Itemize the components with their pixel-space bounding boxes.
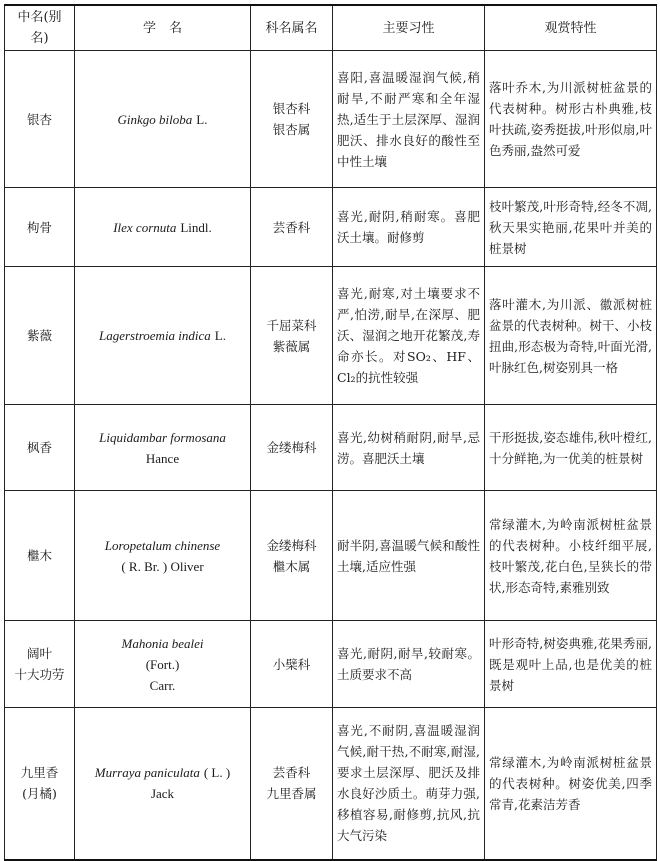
author-name: L. (196, 111, 208, 127)
habit-cell: 耐半阴,喜温暖气候和酸性土壤,适应性强 (333, 491, 485, 621)
table-row (5, 491, 657, 621)
scientific-name: Murraya paniculata (94, 765, 200, 781)
plant-table-wrapper (4, 4, 656, 861)
family-name: 金缕梅科 (266, 537, 317, 553)
author-name: L. (214, 328, 226, 343)
common-name-alias: (月橘) (22, 786, 57, 802)
header-ornamental: 观赏特性 (485, 5, 657, 51)
author-name: (Fort.) (145, 656, 180, 672)
genus-name: 银杏属 (272, 122, 311, 137)
ornamental-cell: 叶形奇特,树姿典雅,花果秀丽,既是观叶上品,也是优美的桩景树 (485, 621, 657, 708)
common-name-cell (5, 708, 75, 860)
habit-cell: 喜光,耐寒,对土壤要求不严,怕涝,耐旱,在深厚、肥沃、湿润之地开花繁茂,寿命亦长。对SO₂、HF、Cl₂的抗性较强 (333, 267, 485, 405)
family-cell (251, 621, 333, 708)
header-habits: 主要习性 (333, 5, 485, 51)
table-row (5, 188, 657, 267)
scientific-name-cell (75, 491, 251, 621)
ornamental-cell: 落叶乔木,为川派树桩盆景的代表树种。树形古朴典雅,枝叶扶疏,姿秀挺拔,叶形似扇,叶色秀丽,盎然可爱 (485, 51, 657, 188)
genus-name: 檵木属 (272, 558, 311, 574)
family-name: 芸香科 (272, 219, 311, 235)
genus-name: 九里香属 (266, 786, 317, 802)
author-name: Hance (145, 450, 180, 466)
common-name: 紫薇 (26, 328, 52, 343)
scientific-name: Mahonia bealei (121, 635, 204, 651)
ornamental-cell: 常绿灌木,为岭南派树桩盆景的代表树种。小枝纤细平展,枝叶繁茂,花白色,呈狭长的带状,形态奇特,素雅别致 (485, 491, 657, 621)
family-name: 芸香科 (272, 765, 311, 781)
scientific-name-cell (75, 51, 251, 188)
family-name: 千屈菜科 (266, 317, 317, 333)
habit-cell: 喜阳,喜温暖湿润气候,稍耐旱,不耐严寒和全年湿热,适生于土层深厚、湿润肥沃、排水良好的酸性至中性土壤 (333, 51, 485, 188)
family-name: 小檗科 (272, 656, 311, 672)
habit-cell: 喜光,耐阴,耐旱,较耐寒。土质要求不高 (333, 621, 485, 708)
scientific-name-cell (75, 188, 251, 267)
ornamental-cell: 落叶灌木,为川派、徽派树桩盆景的代表树种。树干、小枝扭曲,形态极为奇特,叶面光滑,叶脉红色,树姿别具一格 (485, 267, 657, 405)
plant-table (4, 4, 657, 861)
table-row (5, 267, 657, 405)
common-name-cell (5, 621, 75, 708)
scientific-name: Ginkgo biloba (117, 111, 193, 127)
header-family-genus: 科名属名 (251, 5, 333, 51)
common-name: 九里香 (20, 765, 59, 781)
header-common-name: 中名(别名) (5, 5, 75, 51)
author-name: ( L. ) (203, 765, 231, 781)
genus-name: 紫薇属 (272, 338, 311, 354)
common-name-cell (5, 405, 75, 491)
family-cell (251, 708, 333, 860)
family-name: 金缕梅科 (266, 440, 317, 455)
habit-cell: 喜光,不耐阴,喜温暖湿润气候,耐干热,不耐寒,耐湿,要求土层深厚、肥沃及排水良好沙质土。萌芽力强,移植容易,耐修剪,抗风,抗大气污染 (333, 708, 485, 860)
common-name-cell (5, 267, 75, 405)
scientific-name: Lagerstroemia indica (98, 328, 211, 343)
common-name: 银杏 (26, 111, 52, 127)
family-cell (251, 267, 333, 405)
habit-cell: 喜光,耐阴,稍耐寒。喜肥沃土壤。耐修剪 (333, 188, 485, 267)
scientific-name-cell (75, 267, 251, 405)
common-name-cell (5, 188, 75, 267)
common-name: 阔叶 (26, 646, 52, 661)
scientific-name-cell (75, 405, 251, 491)
habit-cell: 喜光,幼树稍耐阴,耐旱,忌涝。喜肥沃土壤 (333, 405, 485, 491)
author-name-line2: Carr. (149, 677, 176, 693)
table-row (5, 51, 657, 188)
header-scientific-name: 学 名 (75, 5, 251, 51)
ornamental-cell: 常绿灌木,为岭南派树桩盆景的代表树种。树姿优美,四季常青,花素洁芳香 (485, 708, 657, 860)
common-name: 枫香 (26, 440, 52, 455)
author-name-line2: Jack (150, 786, 175, 802)
scientific-name: Liquidambar formosana (99, 429, 226, 445)
table-row (5, 708, 657, 860)
common-name: 枸骨 (26, 219, 52, 235)
scientific-name-cell (75, 708, 251, 860)
family-cell (251, 51, 333, 188)
common-name-cell (5, 51, 75, 188)
family-name: 银杏科 (272, 101, 311, 116)
ornamental-cell: 干形挺拔,姿态雄伟,秋叶橙红,十分鲜艳,为一优美的桩景树 (485, 405, 657, 491)
table-row (5, 621, 657, 708)
scientific-name: Ilex cornuta (113, 219, 177, 235)
scientific-name: Loropetalum chinense (104, 537, 221, 553)
author-name: Lindl. (180, 219, 212, 235)
header-row (5, 5, 657, 51)
common-name-line2: 十大功劳 (14, 667, 65, 682)
common-name: 檵木 (26, 548, 52, 563)
ornamental-cell: 枝叶繁茂,叶形奇特,经冬不凋,秋天果实艳丽,花果叶并美的桩景树 (485, 188, 657, 267)
common-name-cell (5, 491, 75, 621)
family-cell (251, 405, 333, 491)
family-cell (251, 491, 333, 621)
family-cell (251, 188, 333, 267)
table-row (5, 405, 657, 491)
scientific-name-cell (75, 621, 251, 708)
author-name: ( R. Br. ) Oliver (121, 558, 204, 574)
